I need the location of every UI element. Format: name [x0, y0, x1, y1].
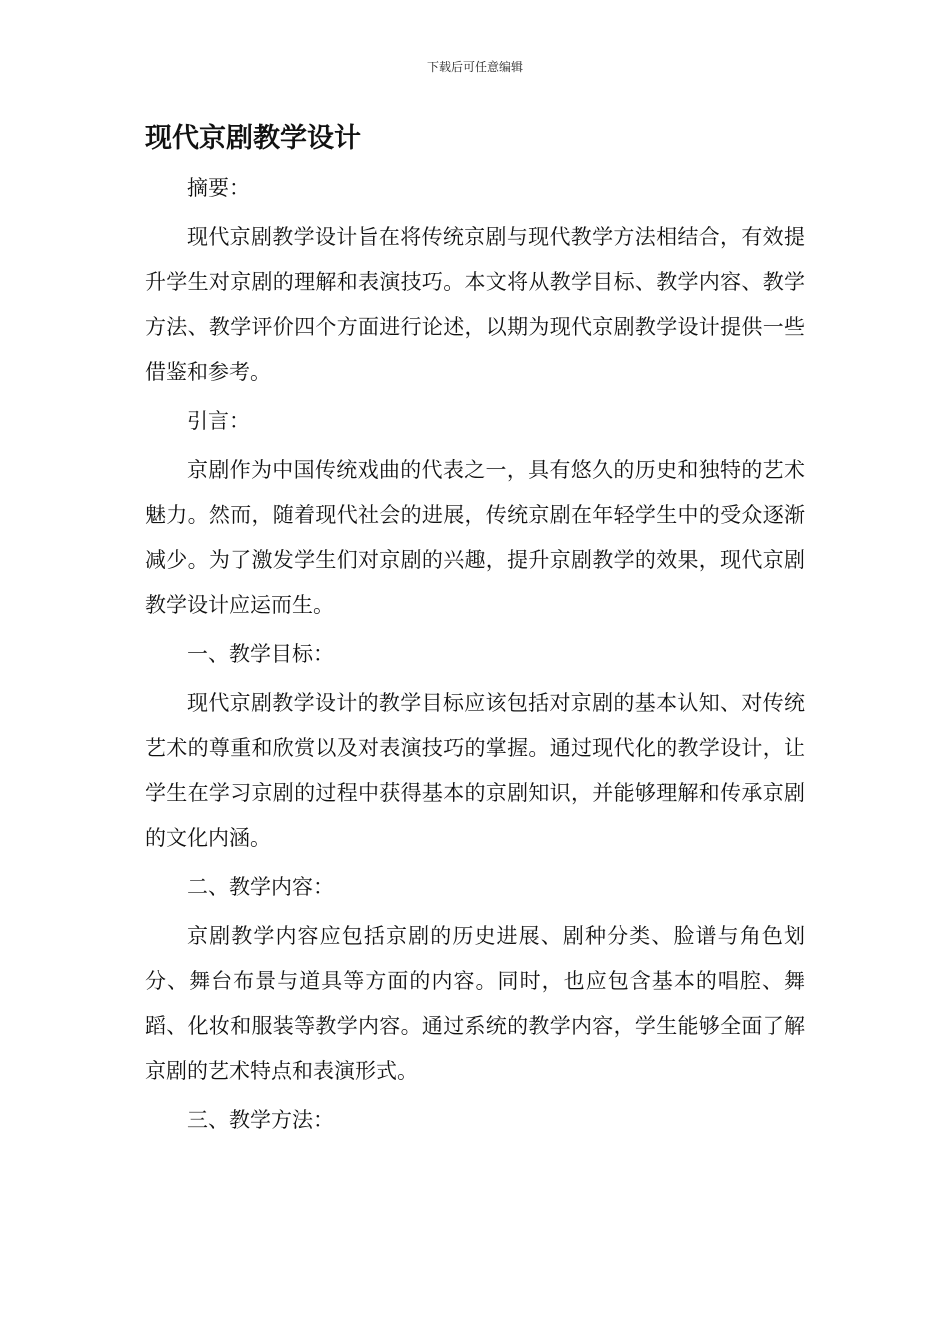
section-heading-introduction: 引言：	[187, 409, 250, 433]
section-heading-abstract: 摘要：	[187, 176, 250, 200]
section-heading-teaching-content: 二、教学内容：	[187, 875, 334, 899]
document-body	[145, 166, 805, 1147]
paragraph-teaching-goals: 现代京剧教学设计的教学目标应该包括对京剧的基本认知、对传统艺术的尊重和欣赏以及对表演技巧的掌握。通过现代化的教学设计，让学生在学习京剧的过程中获得基本的京剧知识，并能够理解和传承京剧的文化内涵。	[145, 691, 805, 850]
page-header-note: 下载后可任意编辑	[426, 60, 523, 74]
document-title: 现代京剧教学设计	[145, 123, 361, 154]
paragraph-introduction: 京剧作为中国传统戏曲的代表之一，具有悠久的历史和独特的艺术魅力。然而，随着现代社会的进展，传统京剧在年轻学生中的受众逐渐减少。为了激发学生们对京剧的兴趣，提升京剧教学的效果，现代京剧教学设计应运而生。	[145, 458, 805, 617]
section-heading-teaching-methods: 三、教学方法：	[187, 1108, 334, 1132]
paragraph-abstract: 现代京剧教学设计旨在将传统京剧与现代教学方法相结合，有效提升学生对京剧的理解和表演技巧。本文将从教学目标、教学内容、教学方法、教学评价四个方面进行论述，以期为现代京剧教学设计提供一些借鉴和参考。	[145, 225, 805, 384]
section-heading-teaching-goals: 一、教学目标：	[187, 642, 334, 666]
paragraph-teaching-content: 京剧教学内容应包括京剧的历史进展、剧种分类、脸谱与角色划分、舞台布景与道具等方面的内容。同时，也应包含基本的唱腔、舞蹈、化妆和服装等教学内容。通过系统的教学内容，学生能够全面了解京剧的艺术特点和表演形式。	[145, 924, 805, 1083]
